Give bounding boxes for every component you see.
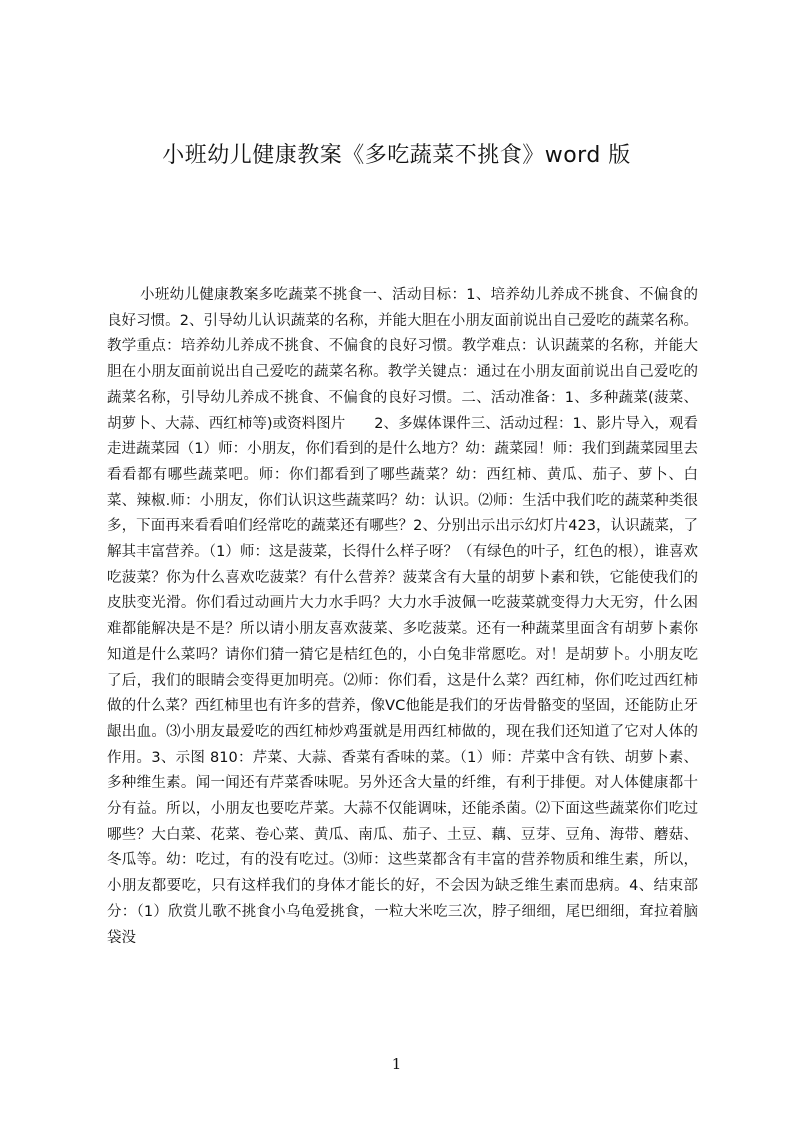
document-title: 小班幼儿健康教案《多吃蔬菜不挑食》word 版 [162, 143, 631, 168]
page-number: 1 [391, 1055, 402, 1073]
document-body-paragraph: 小班幼儿健康教案多吃蔬菜不挑食一、活动目标：1、培养幼儿养成不挑食、不偏食的良好习惯。2、引导幼儿认识蔬菜的名称，并能大胆在小朋友面前说出自己爱吃的蔬菜名称。教学重点：培养幼儿养成不挑食、不偏食的良好习惯。教学难点：认识蔬菜的名称，并能大胆在小朋友面前说出自己爱吃的蔬菜名称。教学关键点：通过在小朋友面前说出自己爱吃的蔬菜名称，引导幼儿养成不挑食、不偏食的良好习惯。二、活动准备：1、多种蔬菜(菠菜、胡萝卜、大蒜、西红柿等)或资料图片 2、多媒体课件三、活动过程：1、影片导入，观看走进蔬菜园（1）师：小朋友，你们看到的是什么地方？幼：蔬菜园！师：我们到蔬菜园里去看看都有哪些蔬菜吧。师：你们都看到了哪些蔬菜？幼：西红柿、黄瓜、茄子、萝卜、白菜、辣椒.师：小朋友，你们认识这些蔬菜吗？幼：认识。⑵师：生活中我们吃的蔬菜种类很多，下面再来看看咱们经常吃的蔬菜还有哪些？2、分别出示出示幻灯片423，认识蔬菜，了解其丰富营养。（1）师：这是菠菜，长得什么样子呀？（有绿色的叶子，红色的根），谁喜欢吃菠菜？你为什么喜欢吃菠菜？有什么营养？菠菜含有大量的胡萝卜素和铁，它能使我们的皮肤变光滑。你们看过动画片大力水手吗？大力水手波佩一吃菠菜就变得力大无穷，什么困难都能解决是不是？所以请小朋友喜欢菠菜、多吃菠菜。还有一种蔬菜里面含有胡萝卜素你知道是什么菜吗？请你们猜一猜它是桔红色的，小白兔非常愿吃。对！是胡萝卜。小朋友吃了后，我们的眼睛会变得更加明亮。⑵师：你们看，这是什么菜？西红柿，你们吃过西红柿做的什么菜？西红柿里也有许多的营养，像VC他能是我们的牙齿骨骼变的坚固，还能防止牙龈出血。⑶小朋友最爱吃的西红柿炒鸡蛋就是用西红柿做的，现在我们还知道了它对人体的作用。3、示图 810：芹菜、大蒜、香菜有香味的菜。（1）师：芹菜中含有铁、胡萝卜素、多种维生素。闻一闻还有芹菜香味呢。另外还含大量的纤维，有利于排便。对人体健康都十分有益。所以，小朋友也要吃芹菜。大蒜不仅能调味，还能杀菌。⑵下面这些蔬菜你们吃过哪些？大白菜、花菜、卷心菜、黄瓜、南瓜、茄子、土豆、藕、豆芽、豆角、海带、蘑菇、冬瓜等。幼：吃过，有的没有吃过。⑶师：这些菜都含有丰富的营养物质和维生素，所以，小朋友都要吃，只有这样我们的身体才能长的好，不会因为缺乏维生素而患病。4、结束部分：（1）欣赏儿歌不挑食小乌龟爱挑食，一粒大米吃三次，脖子细细，尾巴细细，耷拉着脑袋没 [107, 287, 698, 946]
